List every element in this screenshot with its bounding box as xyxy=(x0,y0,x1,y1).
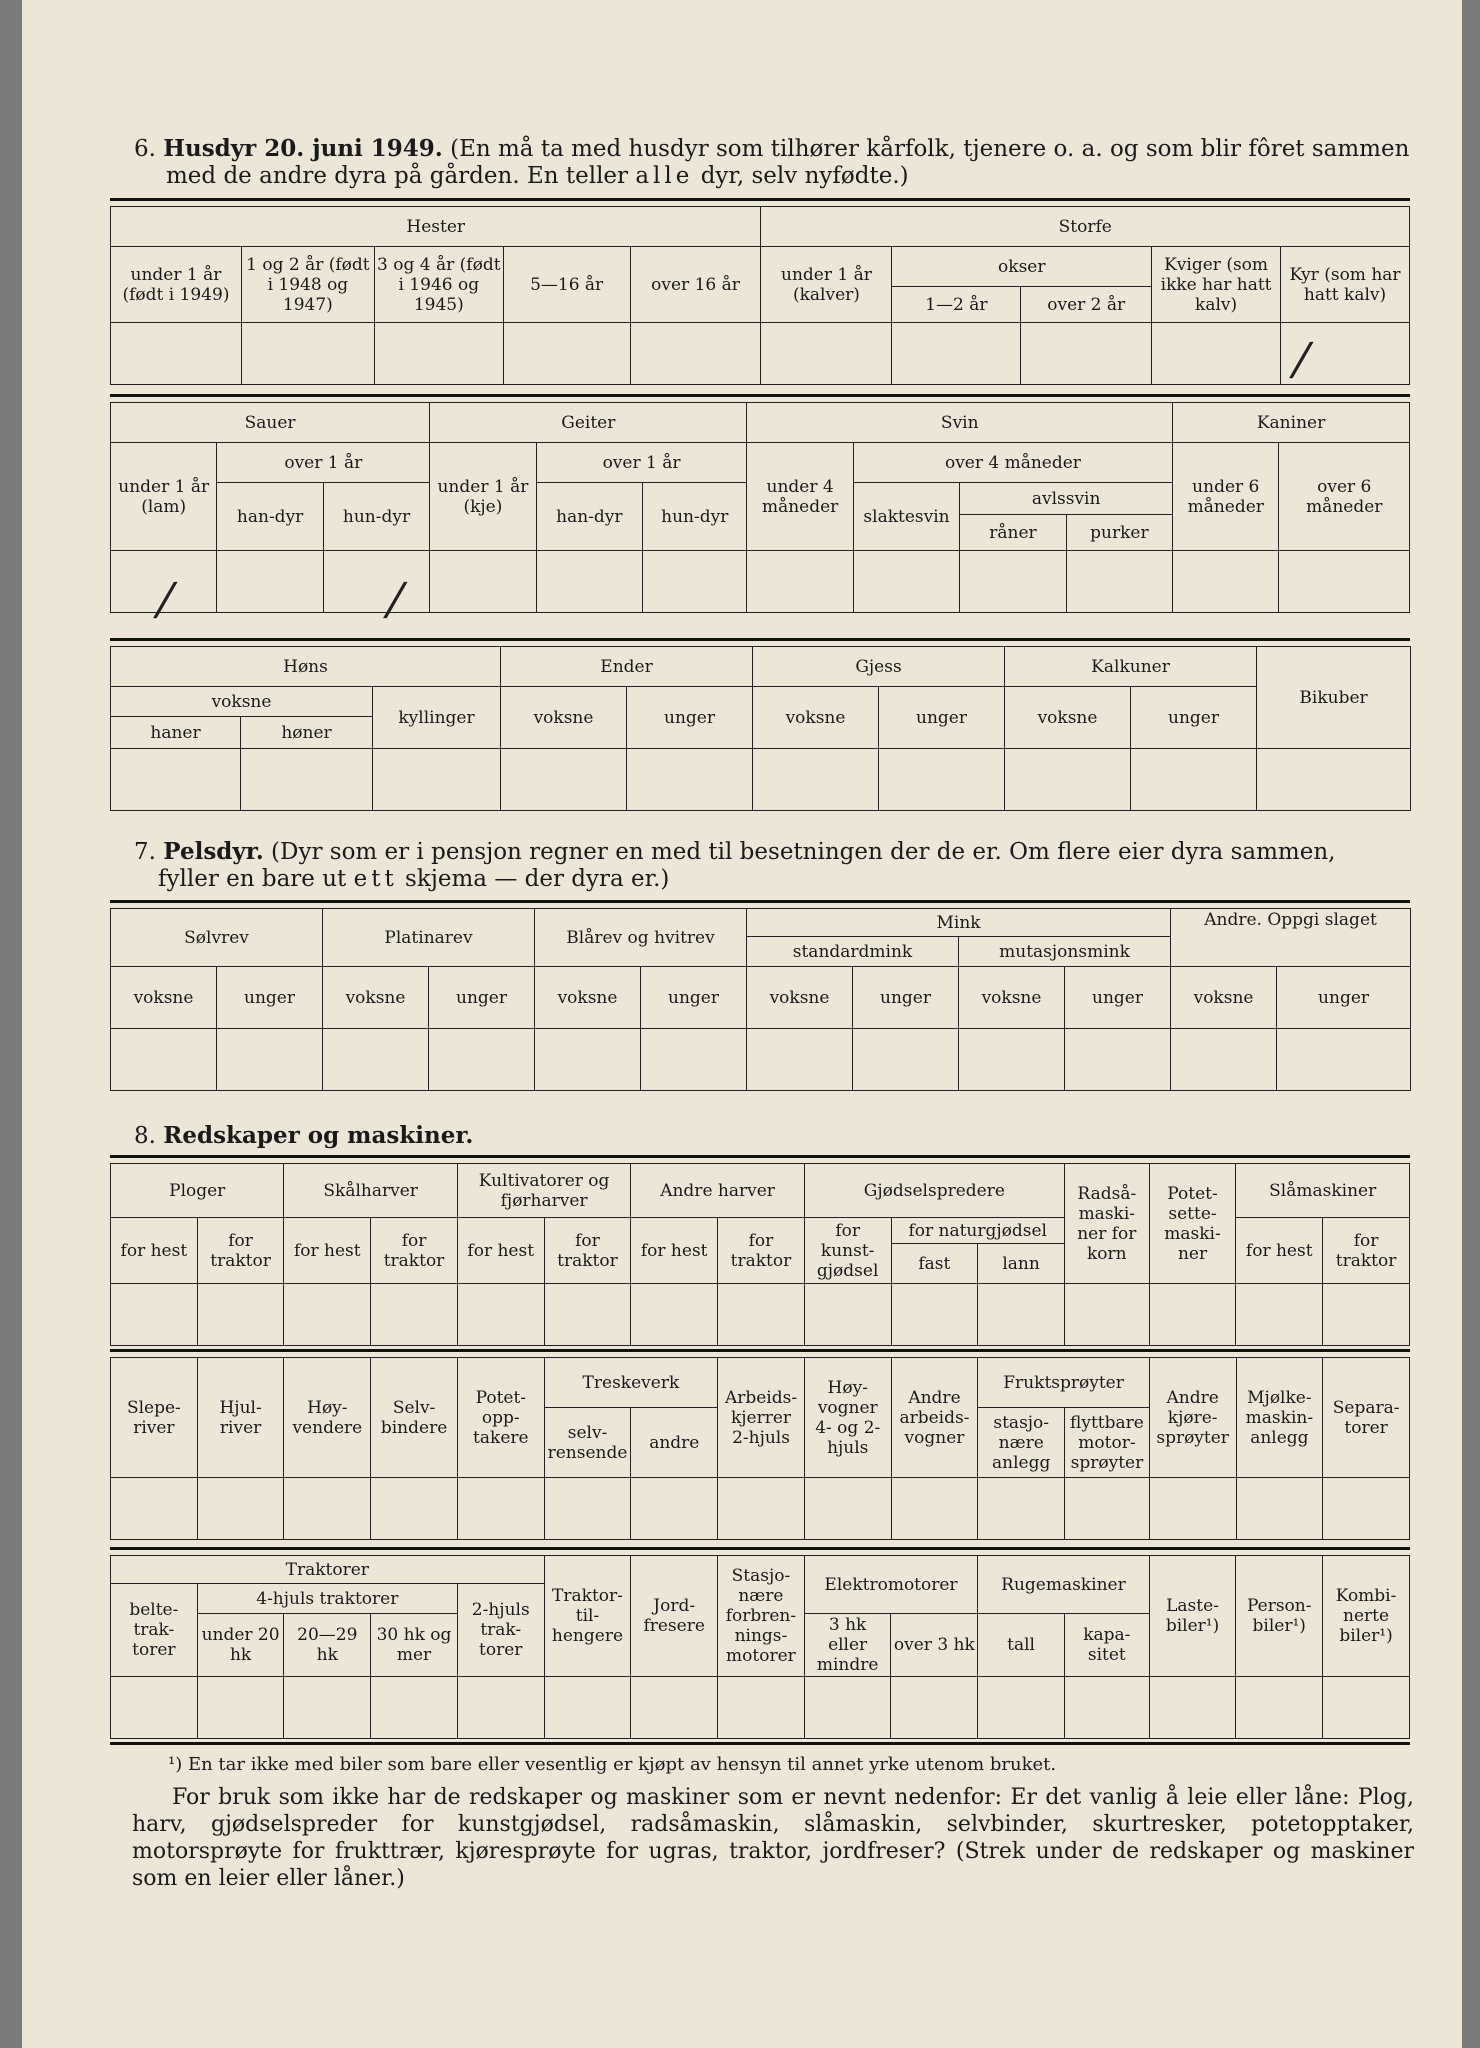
entry-cell[interactable] xyxy=(457,1284,544,1346)
col-header: Selv-bindere xyxy=(371,1358,458,1478)
col-header: over 1 år xyxy=(536,443,747,483)
section-title: Husdyr 20. juni 1949. xyxy=(163,135,443,162)
col-header: voksne xyxy=(111,687,373,717)
entry-cell[interactable] xyxy=(978,1677,1065,1739)
col-header: hun-dyr xyxy=(643,483,747,551)
entry-cell[interactable] xyxy=(891,1677,978,1739)
col-header: 20—29 hk xyxy=(284,1614,371,1677)
col-header: unger xyxy=(641,967,747,1029)
entry-cell[interactable] xyxy=(535,1029,641,1091)
col-header: okser xyxy=(892,247,1152,287)
group-header-gjodselspredere: Gjødselspredere xyxy=(804,1164,1064,1218)
col-header: voksne xyxy=(323,967,429,1029)
col-header: han-dyr xyxy=(536,483,642,551)
table-hester-storfe xyxy=(110,206,1410,385)
rule xyxy=(110,198,1410,201)
entry-cell[interactable] xyxy=(631,1284,718,1346)
table-redskaper-1 xyxy=(110,1163,1410,1346)
entry-cell[interactable] xyxy=(197,1677,284,1739)
col-header: 2-hjuls trak-torer xyxy=(457,1584,544,1677)
col-header: voksne xyxy=(1005,687,1131,749)
section-6-heading xyxy=(134,135,1414,190)
entry-cell[interactable] xyxy=(1021,323,1152,385)
entry-cell[interactable] xyxy=(1323,1677,1410,1739)
col-header: Andre kjøre-sprøyter xyxy=(1149,1358,1236,1478)
group-header-elektromotorer: Elektromotorer xyxy=(804,1556,977,1614)
col-header: andre xyxy=(631,1408,718,1478)
entry-cell[interactable] xyxy=(111,1478,198,1540)
group-header-svin: Svin xyxy=(747,403,1173,443)
form-page xyxy=(22,0,1462,2048)
col-header: Kviger (som ikke har hatt kalv) xyxy=(1152,247,1281,323)
entry-cell[interactable] xyxy=(1065,1029,1171,1091)
col-header: kapa-sitet xyxy=(1064,1614,1149,1677)
section-title: Redskaper og maskiner. xyxy=(163,1122,474,1149)
entry-cell[interactable] xyxy=(371,1478,458,1540)
entry-cell[interactable] xyxy=(544,1478,631,1540)
col-header: voksne xyxy=(753,687,879,749)
col-header: unger xyxy=(1277,967,1411,1029)
group-header-storfe: Storfe xyxy=(761,207,1410,247)
col-header: 5—16 år xyxy=(503,247,630,323)
entry-cell[interactable] xyxy=(1257,749,1411,811)
col-header: Høy-vendere xyxy=(284,1358,371,1478)
col-header: Andre arbeids-vogner xyxy=(891,1358,978,1478)
entry-cell[interactable] xyxy=(111,1677,198,1739)
entry-cell[interactable] xyxy=(284,1284,371,1346)
entry-cell[interactable] xyxy=(641,1029,747,1091)
col-header: selv-rensende xyxy=(544,1408,631,1478)
entry-cell[interactable] xyxy=(1149,1284,1236,1346)
col-header: haner xyxy=(111,717,241,749)
rule xyxy=(110,638,1410,641)
col-header: 3 og 4 år (født i 1946 og 1945) xyxy=(374,247,503,323)
entry-cell[interactable] xyxy=(503,323,630,385)
col-header: stasjo-nære anlegg xyxy=(978,1408,1065,1478)
section-text: (En må ta med husdyr som tilhører kårfolk, tjenere o. a. og som blir fôret sammen xyxy=(450,136,1410,162)
col-header: unger xyxy=(879,687,1005,749)
col-header: voksne xyxy=(959,967,1065,1029)
rule xyxy=(110,900,1410,903)
col-header: voksne xyxy=(747,967,853,1029)
entry-cell[interactable] xyxy=(284,1677,371,1739)
section-number: 6. xyxy=(134,136,156,162)
entry-cell[interactable] xyxy=(1131,749,1257,811)
col-header: over 3 hk xyxy=(891,1614,978,1677)
col-header: Potet-opp-takere xyxy=(457,1358,544,1478)
section-text: fyller en bare ut xyxy=(158,866,354,892)
entry-cell[interactable] xyxy=(1149,1677,1236,1739)
col-header: under 20 hk xyxy=(197,1614,284,1677)
entry-cell[interactable] xyxy=(1323,1478,1410,1540)
col-header: Mjølke-maskin-anlegg xyxy=(1236,1358,1323,1478)
entry-cell[interactable] xyxy=(197,1284,284,1346)
handwritten-mark: / xyxy=(381,574,410,625)
col-header: voksne xyxy=(111,967,217,1029)
entry-cell[interactable] xyxy=(1152,323,1281,385)
col-header: unger xyxy=(853,967,959,1029)
col-header: avlssvin xyxy=(960,483,1173,515)
entry-cell[interactable] xyxy=(544,1284,631,1346)
entry-cell[interactable] xyxy=(544,1677,631,1739)
col-header: unger xyxy=(627,687,753,749)
col-header: for kunst-gjødsel xyxy=(804,1218,891,1284)
group-header-gjess: Gjess xyxy=(753,647,1005,687)
entry-cell[interactable] xyxy=(960,551,1066,613)
table-fjorfe xyxy=(110,646,1411,811)
entry-cell[interactable] xyxy=(111,1284,198,1346)
group-header-kalkuner: Kalkuner xyxy=(1005,647,1257,687)
entry-cell[interactable] xyxy=(1236,1478,1323,1540)
col-header: unger xyxy=(217,967,323,1029)
col-header: under 1 år (lam) xyxy=(111,443,217,551)
col-header: under 4 måneder xyxy=(747,443,853,551)
col-header: Hjul-river xyxy=(197,1358,284,1478)
col-header: fast xyxy=(891,1244,978,1284)
col-header: Separa-torer xyxy=(1323,1358,1410,1478)
entry-cell[interactable] xyxy=(978,1284,1065,1346)
col-header: for traktor xyxy=(197,1218,284,1284)
col-header: Kombi-nerte biler¹) xyxy=(1323,1556,1410,1677)
entry-cell[interactable] xyxy=(630,323,761,385)
group-header-traktorer: Traktorer xyxy=(111,1556,545,1584)
col-header: Jord-fresere xyxy=(631,1556,718,1677)
col-header: kyllinger xyxy=(373,687,501,749)
col-header: over 16 år xyxy=(630,247,761,323)
group-header-mink: Mink xyxy=(747,909,1171,937)
col-header: unger xyxy=(1131,687,1257,749)
col-header: han-dyr xyxy=(217,483,323,551)
col-header: Radså-maski-ner for korn xyxy=(1064,1164,1149,1284)
entry-cell[interactable] xyxy=(1064,1284,1149,1346)
entry-cell[interactable] xyxy=(747,1029,853,1091)
col-header: over 2 år xyxy=(1021,287,1152,323)
group-header-treskeverk: Treskeverk xyxy=(544,1358,717,1408)
entry-cell[interactable] xyxy=(892,323,1021,385)
entry-cell[interactable] xyxy=(284,1478,371,1540)
col-header: slaktesvin xyxy=(853,483,959,551)
section-text: (Dyr som er i pensjon regner en med til besetningen der de er. Om flere eier dyra sammen, xyxy=(271,839,1336,865)
entry-cell[interactable] xyxy=(1279,551,1410,613)
col-header: under 1 år (kje) xyxy=(430,443,536,551)
col-header: for traktor xyxy=(371,1218,458,1284)
entry-cell[interactable] xyxy=(1323,1284,1410,1346)
group-header-hester: Hester xyxy=(111,207,761,247)
entry-cell[interactable] xyxy=(1277,1029,1411,1091)
col-header: for hest xyxy=(457,1218,544,1284)
entry-cell[interactable] xyxy=(879,749,1005,811)
group-header-kaniner: Kaniner xyxy=(1173,403,1410,443)
entry-cell[interactable] xyxy=(1005,749,1131,811)
col-header: Laste-biler¹) xyxy=(1149,1556,1236,1677)
entry-cell[interactable] xyxy=(853,1029,959,1091)
entry-cell[interactable] xyxy=(804,1677,891,1739)
col-header: 30 hk og mer xyxy=(371,1614,458,1677)
col-header: under 6 måneder xyxy=(1173,443,1279,551)
entry-cell[interactable] xyxy=(718,1284,805,1346)
entry-cell[interactable] xyxy=(978,1478,1065,1540)
group-header-sauer: Sauer xyxy=(111,403,430,443)
entry-cell[interactable] xyxy=(1149,1478,1236,1540)
col-header: for hest xyxy=(111,1218,198,1284)
group-header-hons: Høns xyxy=(111,647,501,687)
col-header: lann xyxy=(978,1244,1065,1284)
entry-cell[interactable] xyxy=(536,551,642,613)
col-header: under 1 år (kalver) xyxy=(761,247,892,323)
entry-cell[interactable] xyxy=(217,551,323,613)
rule xyxy=(110,394,1410,397)
entry-cell[interactable] xyxy=(753,749,879,811)
group-header-platinarev: Platinarev xyxy=(323,909,535,967)
entry-cell[interactable] xyxy=(1236,1284,1323,1346)
entry-cell[interactable] xyxy=(1171,1029,1277,1091)
group-header-skalharver: Skålharver xyxy=(284,1164,457,1218)
section-text: dyr, selv nyfødte.) xyxy=(693,163,909,189)
entry-cell[interactable] xyxy=(627,749,753,811)
col-header: for hest xyxy=(284,1218,371,1284)
col-header: unger xyxy=(1065,967,1171,1029)
entry-cell[interactable] xyxy=(643,551,747,613)
section-number: 7. xyxy=(134,839,156,865)
group-header-kultivatorer: Kultivatorer og fjørharver xyxy=(457,1164,630,1218)
section-text: alle xyxy=(635,163,694,189)
col-header: Slepe-river xyxy=(111,1358,198,1478)
group-header-fruktsproyter: Fruktsprøyter xyxy=(978,1358,1149,1408)
col-header: for hest xyxy=(1236,1218,1323,1284)
entry-cell[interactable] xyxy=(241,323,374,385)
entry-cell[interactable] xyxy=(718,1478,805,1540)
entry-cell[interactable] xyxy=(631,1677,718,1739)
col-header: over 1 år xyxy=(217,443,430,483)
rule xyxy=(110,1349,1410,1352)
entry-cell[interactable] xyxy=(457,1478,544,1540)
entry-cell[interactable] xyxy=(804,1478,891,1540)
col-header: over 4 måneder xyxy=(853,443,1172,483)
col-header: Stasjo-nære forbren-nings-motorer xyxy=(718,1556,805,1677)
col-header: tall xyxy=(978,1614,1065,1677)
table-redskaper-3 xyxy=(110,1555,1410,1739)
section-text: ett xyxy=(353,866,398,892)
col-header: flyttbare motor-sprøyter xyxy=(1065,1408,1150,1478)
rule xyxy=(110,1742,1410,1745)
entry-cell[interactable] xyxy=(891,1478,978,1540)
entry-cell[interactable] xyxy=(429,1029,535,1091)
entry-cell[interactable] xyxy=(853,551,959,613)
rule xyxy=(110,1547,1410,1550)
entry-cell[interactable] xyxy=(374,323,503,385)
col-header: Person-biler¹) xyxy=(1236,1556,1323,1677)
group-header-solvrev: Sølvrev xyxy=(111,909,323,967)
group-header-andre: Andre. Oppgi slaget xyxy=(1171,909,1411,967)
rule xyxy=(110,1155,1410,1158)
entry-cell[interactable] xyxy=(1064,1677,1149,1739)
entry-cell[interactable] xyxy=(323,1029,429,1091)
col-header: voksne xyxy=(1171,967,1277,1029)
handwritten-mark: / xyxy=(1287,334,1316,385)
section-8-heading xyxy=(134,1122,473,1150)
entry-cell[interactable] xyxy=(1066,551,1172,613)
section-text: med de andre dyra på gården. En teller xyxy=(166,163,636,189)
col-header: Kyr (som har hatt kalv) xyxy=(1281,247,1410,323)
col-header: for traktor xyxy=(718,1218,805,1284)
entry-cell[interactable] xyxy=(430,551,536,613)
entry-cell[interactable] xyxy=(747,551,853,613)
col-header: 1 og 2 år (født i 1948 og 1947) xyxy=(241,247,374,323)
entry-cell[interactable] xyxy=(111,749,241,811)
table-redskaper-2 xyxy=(110,1357,1410,1540)
col-header: 3 hk eller mindre xyxy=(804,1614,891,1677)
entry-cell[interactable] xyxy=(111,1029,217,1091)
group-header-blarev: Blårev og hvitrev xyxy=(535,909,747,967)
col-header: hun-dyr xyxy=(323,483,429,551)
entry-cell[interactable] xyxy=(1236,1677,1323,1739)
entry-cell[interactable] xyxy=(501,749,627,811)
col-header: standardmink xyxy=(747,937,959,967)
section-title: Pelsdyr. xyxy=(163,838,264,865)
instruction-paragraph: For bruk som ikke har de redskaper og maskiner som er nevnt nedenfor: Er det vanlig å leie eller låne: Plog, harv, gjødselspreder for kunstgjødsel, radsåmaskin, slåmaskin, selvbinder, skurtresker, potetopptaker, motorsprøyte for frukttrær, kjøresprøyte for ugras, traktor, jordfreser? (Strek under de redskaper og maskiner som en leier eller låner.) xyxy=(132,1785,1414,1891)
table-sauer-svin xyxy=(110,402,1410,613)
group-header-rugemaskiner: Rugemaskiner xyxy=(978,1556,1149,1614)
entry-cell[interactable] xyxy=(1065,1478,1150,1540)
col-header: belte-trak-torer xyxy=(111,1584,198,1677)
col-header: over 6 måneder xyxy=(1279,443,1410,551)
entry-cell[interactable] xyxy=(718,1677,805,1739)
table-pelsdyr xyxy=(110,908,1411,1091)
col-header: 4-hjuls traktorer xyxy=(197,1584,457,1614)
col-header: voksne xyxy=(535,967,641,1029)
col-header: Potet-sette-maski-ner xyxy=(1149,1164,1236,1284)
col-header: voksne xyxy=(501,687,627,749)
entry-cell[interactable] xyxy=(323,551,429,613)
entry-cell[interactable] xyxy=(761,323,892,385)
col-header: for naturgjødsel xyxy=(891,1218,1064,1244)
section-7-heading xyxy=(134,838,1414,893)
col-header: for traktor xyxy=(1323,1218,1410,1284)
col-header: 1—2 år xyxy=(892,287,1021,323)
group-header-ender: Ender xyxy=(501,647,753,687)
col-header: purker xyxy=(1066,515,1172,551)
section-number: 8. xyxy=(134,1123,156,1149)
entry-cell[interactable] xyxy=(373,749,501,811)
entry-cell[interactable] xyxy=(217,1029,323,1091)
col-header: Høy-vogner 4- og 2-hjuls xyxy=(804,1358,891,1478)
group-header-geiter: Geiter xyxy=(430,403,747,443)
col-header: for hest xyxy=(631,1218,718,1284)
entry-cell[interactable] xyxy=(457,1677,544,1739)
col-header: for traktor xyxy=(544,1218,631,1284)
col-header: mutasjonsmink xyxy=(959,937,1171,967)
section-text: skjema — der dyra er.) xyxy=(397,866,670,892)
col-header: Bikuber xyxy=(1257,647,1411,749)
group-header-ploger: Ploger xyxy=(111,1164,284,1218)
entry-cell[interactable] xyxy=(1173,551,1279,613)
col-header: Arbeids-kjerrer 2-hjuls xyxy=(718,1358,805,1478)
footnote: ¹) En tar ikke med biler som bare eller vesentlig er kjøpt av hensyn til annet yrke utenom bruket. xyxy=(168,1754,1057,1775)
entry-cell[interactable] xyxy=(631,1478,718,1540)
entry-cell[interactable] xyxy=(241,749,373,811)
entry-cell[interactable] xyxy=(371,1677,458,1739)
col-header: råner xyxy=(960,515,1066,551)
entry-cell[interactable] xyxy=(371,1284,458,1346)
col-header: Traktor-til-hengere xyxy=(544,1556,631,1677)
entry-cell[interactable] xyxy=(804,1284,891,1346)
entry-cell[interactable] xyxy=(959,1029,1065,1091)
entry-cell[interactable] xyxy=(891,1284,978,1346)
handwritten-mark: / xyxy=(151,574,180,625)
col-header: høner xyxy=(241,717,373,749)
entry-cell[interactable] xyxy=(111,323,242,385)
group-header-andre-harver: Andre harver xyxy=(631,1164,804,1218)
col-header: unger xyxy=(429,967,535,1029)
entry-cell[interactable] xyxy=(197,1478,284,1540)
col-header: under 1 år (født i 1949) xyxy=(111,247,242,323)
group-header-slamaskiner: Slåmaskiner xyxy=(1236,1164,1410,1218)
